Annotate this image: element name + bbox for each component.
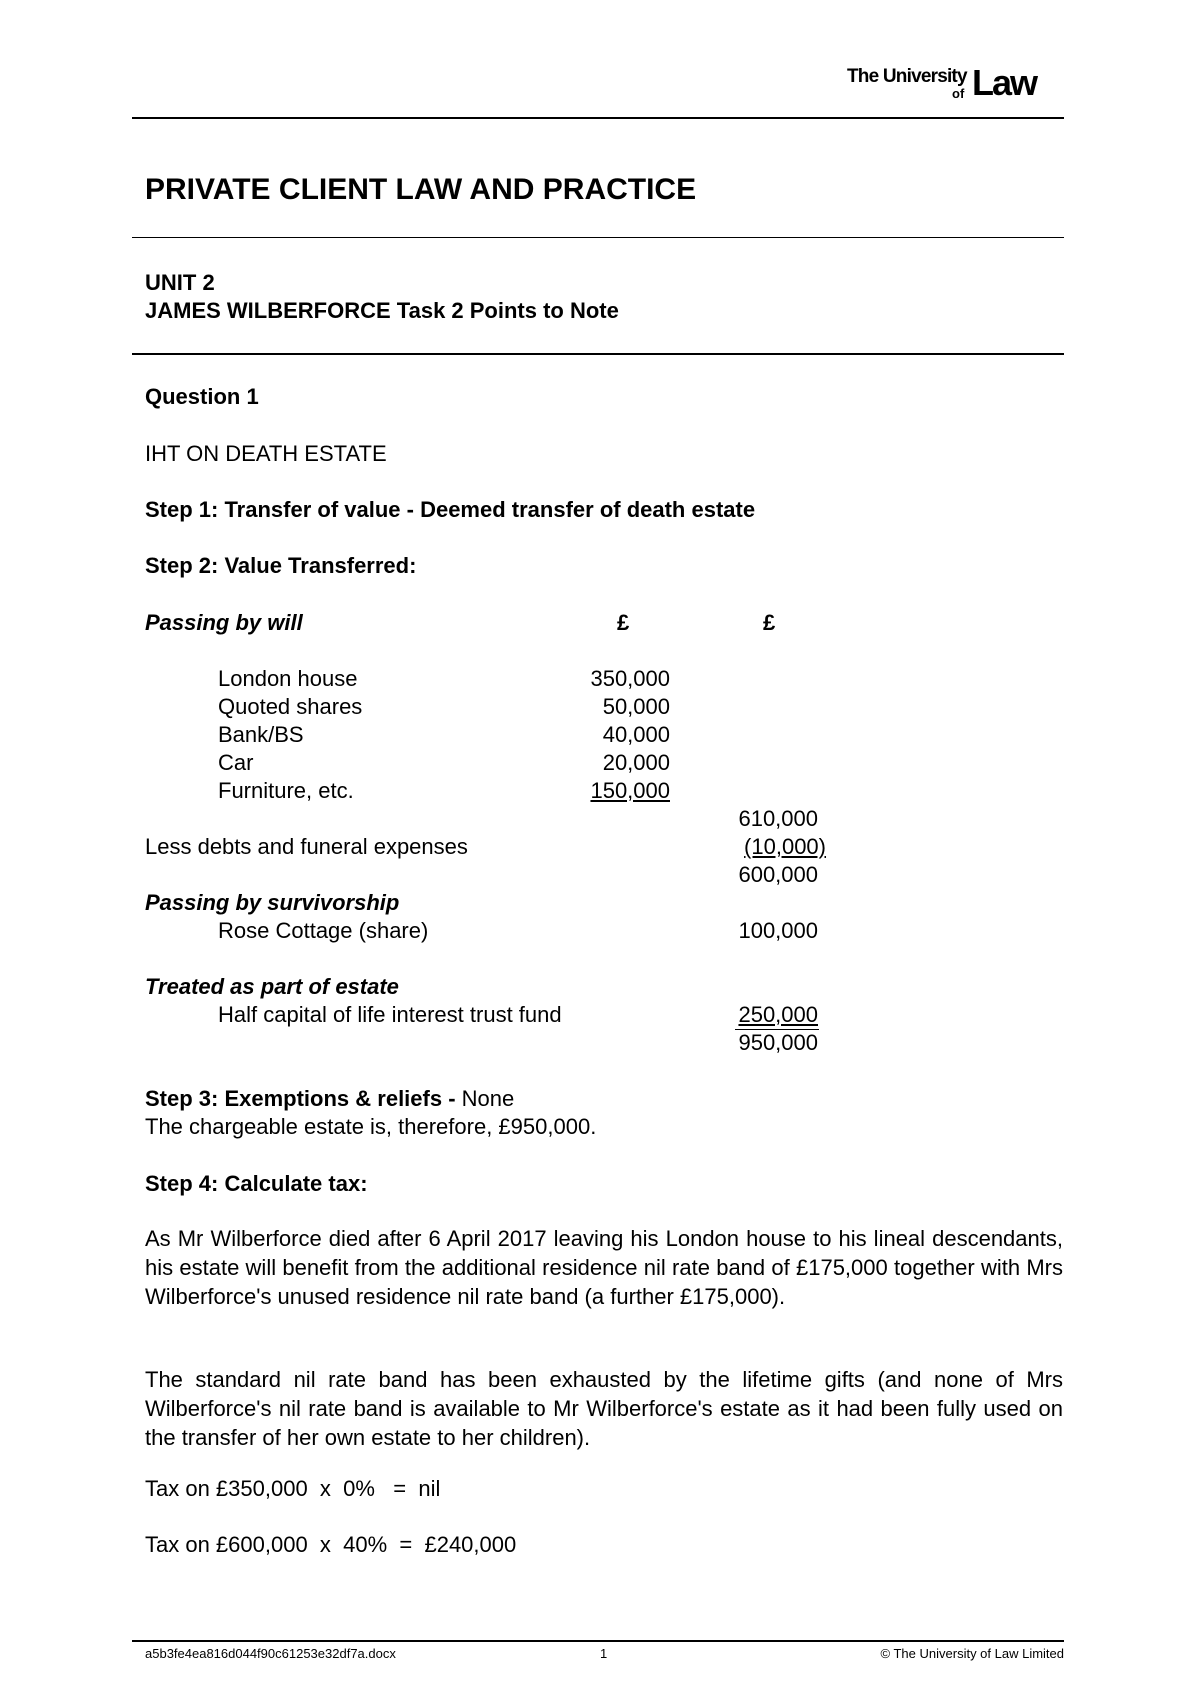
unit-label: UNIT 2 (145, 270, 215, 295)
item-value: 50,000 (602, 694, 670, 719)
footer-filename: a5b3fe4ea816d044f90c61253e32df7a.docx (145, 1646, 396, 1661)
footer-rule (132, 1640, 1064, 1642)
will-net: 600,000 (738, 862, 818, 887)
item-value: 20,000 (602, 750, 670, 775)
subtitle-rule (132, 353, 1064, 355)
survivorship-value: 100,000 (738, 918, 818, 943)
debts-label: Less debts and funeral expenses (145, 834, 468, 859)
logo-line2: of (952, 86, 965, 101)
title-rule (132, 237, 1064, 238)
item-value: 150,000 (590, 778, 670, 803)
tax-line-1: Tax on £350,000 x 0% = nil (145, 1476, 441, 1501)
paragraph-residence-nil-rate: As Mr Wilberforce died after 6 April 2017 leaving his London house to his lineal descendants, his estate will benefit from the additional residence nil rate band of £175,000 together with Mrs Wilberforce's unused residence nil rate band (a further £175,000). (145, 1226, 1063, 1309)
chargeable-estate: The chargeable estate is, therefore, £950,000. (145, 1114, 597, 1139)
item-label: Quoted shares (218, 694, 363, 719)
footer-copyright: © The University of Law Limited (880, 1646, 1064, 1661)
header-rule (132, 117, 1064, 119)
survivorship-heading: Passing by survivorship (145, 890, 400, 915)
treated-value: 250,000 (738, 1002, 818, 1027)
question-heading: Question 1 (145, 384, 259, 409)
item-value: 350,000 (590, 666, 670, 691)
item-label: London house (218, 666, 358, 691)
paragraph-standard-nil-rate: The standard nil rate band has been exhausted by the lifetime gifts (and none of Mrs Wilberforce's nil rate band is available to Mr Wilberforce's estate as it had been fully used on the transfer of her own estate to her children). (145, 1367, 1063, 1450)
step4-heading: Step 4: Calculate tax: (145, 1171, 368, 1196)
treated-heading: Treated as part of estate (145, 974, 399, 999)
task-subtitle: JAMES WILBERFORCE Task 2 Points to Note (145, 298, 619, 323)
step1-heading: Step 1: Transfer of value - Deemed transfer of death estate (145, 497, 756, 522)
col1-currency: £ (617, 610, 630, 635)
section-heading: IHT ON DEATH ESTATE (145, 441, 387, 466)
item-label: Car (218, 750, 254, 775)
col2-currency: £ (763, 610, 776, 635)
document-title: PRIVATE CLIENT LAW AND PRACTICE (145, 173, 697, 206)
estate-total: 950,000 (738, 1030, 818, 1055)
will-heading: Passing by will (145, 610, 303, 635)
will-subtotal: 610,000 (738, 806, 818, 831)
item-label: Furniture, etc. (218, 778, 354, 803)
item-label: Bank/BS (218, 722, 304, 747)
debts-value: (10,000) (744, 834, 826, 859)
step2-heading: Step 2: Value Transferred: (145, 553, 417, 578)
step3-heading (145, 1088, 514, 1110)
tax-line-2: Tax on £600,000 x 40% = £240,000 (145, 1532, 517, 1557)
logo-line3: Law (972, 62, 1037, 103)
logo-line1: The University (847, 66, 967, 87)
survivorship-label: Rose Cottage (share) (218, 918, 429, 943)
university-logo (847, 62, 1047, 108)
item-value: 40,000 (602, 722, 670, 747)
step3-normal: None (455, 1086, 515, 1111)
treated-label: Half capital of life interest trust fund (218, 1002, 562, 1027)
step3-bold: Step 3: Exemptions & reliefs - (145, 1086, 456, 1111)
footer-page-number: 1 (600, 1646, 608, 1661)
